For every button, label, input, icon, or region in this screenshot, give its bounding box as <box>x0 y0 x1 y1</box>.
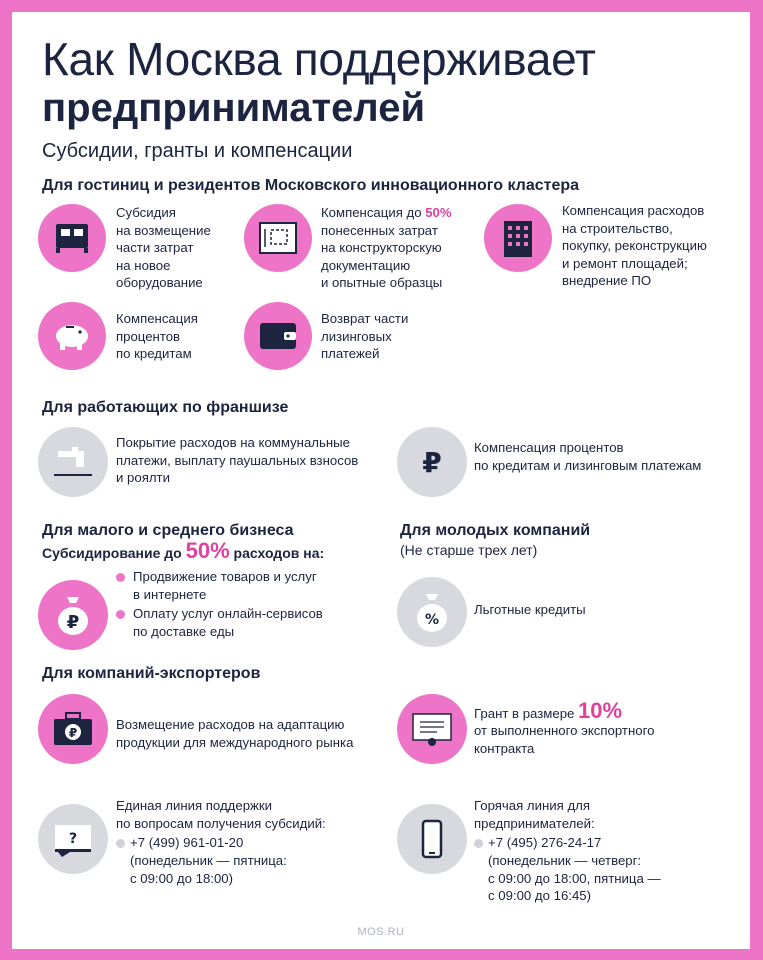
building-icon <box>484 204 552 272</box>
sme-bullet-2-dot <box>116 610 125 619</box>
smartphone-icon <box>397 804 467 874</box>
exporters-adaptation-text: Возмещение расходов на адаптацию продукции для международного рынка <box>116 717 354 750</box>
sme-subsidy-pre: Субсидирование до <box>42 545 186 561</box>
design-text-pre: Компенсация до <box>321 205 426 220</box>
blueprint-icon <box>244 204 312 272</box>
money-bag-ruble-icon <box>38 580 108 650</box>
page-subtitle: Субсидии, гранты и компенсации <box>42 140 353 162</box>
support-line2-dot <box>474 839 483 848</box>
section-heading-young: Для молодых компаний <box>400 522 591 539</box>
ruble-coin-icon <box>397 427 467 497</box>
hotels-building-text: Компенсация расходов на строительство, покупку, реконструкцию и ремонт площадей; внедрение ПО <box>562 203 707 288</box>
svg-text:₽: ₽ <box>422 446 442 479</box>
footer-source: MOS.RU <box>357 926 405 938</box>
young-loans-text: Льготные кредиты <box>474 602 586 617</box>
support-line1-phone[interactable]: +7 (499) 961-01-20 <box>130 835 244 850</box>
section-heading-franchise: Для работающих по франшизе <box>42 399 289 416</box>
support-line2-title: Горячая линия для предпринимателей: <box>474 798 595 831</box>
grant-percent: 10% <box>578 698 623 723</box>
support-line1-title: Единая линия поддержки по вопросам получения субсидий: <box>116 798 326 831</box>
exporters-grant-line <box>474 698 623 723</box>
bed-icon <box>38 204 106 272</box>
grant-text-pre: Грант в размере <box>474 706 579 721</box>
monitor-question-icon <box>38 804 108 874</box>
svg-text:%: % <box>424 612 440 628</box>
support-line2-hours: (понедельник — четверг: с 09:00 до 18:00, пятница — с 09:00 до 16:45) <box>488 853 661 903</box>
sme-subsidy-post: расходов на: <box>229 545 325 561</box>
support-line1-dot <box>116 839 125 848</box>
design-percent: 50% <box>425 205 452 220</box>
section-heading-hotels: Для гостиниц и резидентов Московского инновационного кластера <box>42 177 580 194</box>
infographic-page <box>12 12 750 949</box>
young-note: (Не старше трех лет) <box>400 542 538 558</box>
page-title-bold: предпринимателей <box>42 86 426 130</box>
hotels-design-text <box>321 204 452 292</box>
section-heading-sme: Для малого и среднего бизнеса <box>42 522 294 539</box>
piggy-bank-icon <box>38 302 106 370</box>
faucet-icon <box>38 427 108 497</box>
page-title: Как Москва поддерживает <box>42 33 596 85</box>
hotels-equipment-text: Субсидия на возмещение части затрат на новое оборудование <box>116 205 211 290</box>
hotels-loans-text: Компенсация процентов по кредитам <box>116 311 198 361</box>
franchise-interest-text: Компенсация процентов по кредитам и лизинговым платежам <box>474 440 702 473</box>
certificate-icon <box>397 694 467 764</box>
sme-bullet-1-text: Продвижение товаров и услуг в интернете <box>133 569 317 602</box>
svg-text:?: ? <box>68 831 78 847</box>
design-text-post: понесенных затрат на конструкторскую документацию и опытные образцы <box>321 222 443 290</box>
sme-subsidy-percent: 50% <box>185 538 230 563</box>
wallet-icon <box>244 302 312 370</box>
support-line2-phone[interactable]: +7 (495) 276-24-17 <box>488 835 602 850</box>
franchise-utilities-text: Покрытие расходов на коммунальные платежи, выплату паушальных взносов и роялти <box>116 435 359 485</box>
hotels-leasing-text: Возврат части лизинговых платежей <box>321 311 409 361</box>
briefcase-ruble-icon <box>38 694 108 764</box>
sme-subsidy-line <box>42 538 325 563</box>
support-line1-hours: (понедельник — пятница: с 09:00 до 18:00) <box>130 853 287 886</box>
grant-text-post: от выполненного экспортного контракта <box>474 723 655 756</box>
percent-bag-icon <box>397 577 467 647</box>
sme-bullet-1-dot <box>116 573 125 582</box>
svg-text:₽: ₽ <box>66 612 80 633</box>
section-heading-exporters: Для компаний-экспортеров <box>42 665 261 682</box>
svg-text:₽: ₽ <box>68 726 78 740</box>
sme-bullet-2-text: Оплату услуг онлайн-сервисов по доставке еды <box>133 606 323 639</box>
